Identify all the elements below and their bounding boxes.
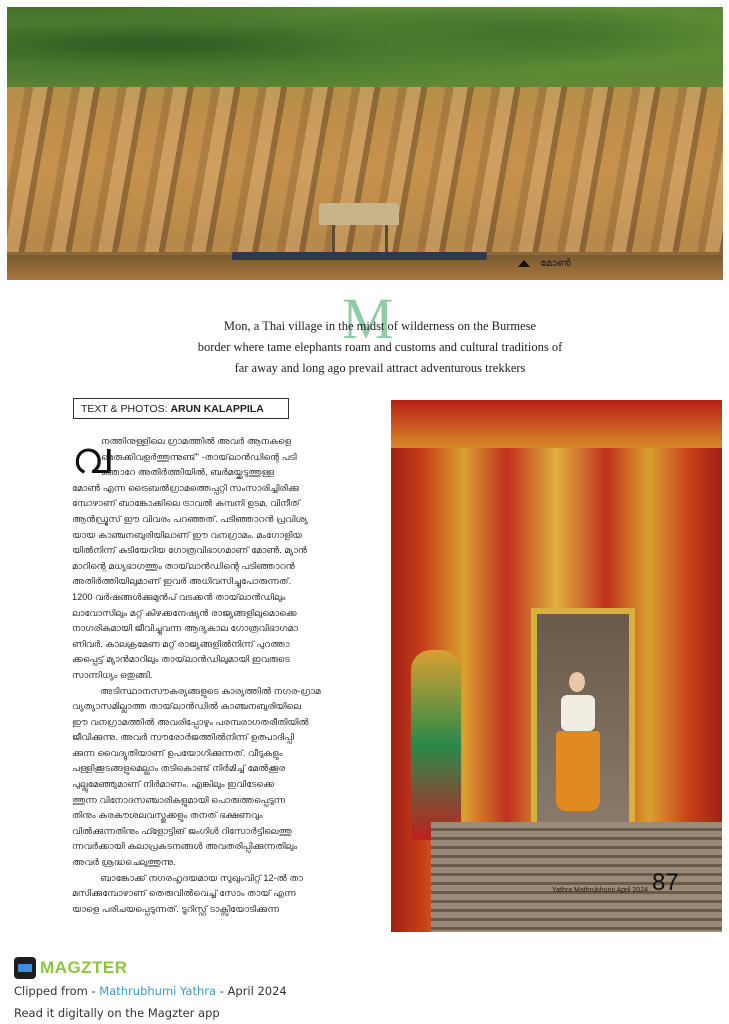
person-head xyxy=(569,672,585,692)
body-line: ലാവോസിലും മറ്റ് കിഴക്കനേഷ്യൻ രാജ്യങ്ങളിലുമൊക്കെ xyxy=(72,607,297,618)
body-line: യാളെ പരിചയപ്പെടുന്നത്. ടൂറിസ്റ്റ് ടാക്സിയോടിക്കുന്ന xyxy=(72,903,280,914)
folio xyxy=(552,869,679,896)
body-line: മാറിന്റെ മധ്യഭാഗത്തും തായ്‌ലാൻഡിന്റെ പടിഞ്ഞാറൻ xyxy=(72,560,295,571)
body-line: വിൽക്കുന്നതിനും ഫ്ളോട്ടിങ് ജംഗിൾ റിസോർട്ടിലെത്തു xyxy=(72,825,292,836)
body-line: ക്കപ്പെട്ട് മ്യാൻമാറിലും തായ്‌ലാൻഡിലുമായി ഇവരുടെ xyxy=(72,654,290,665)
magzter-brand: MAGZTER xyxy=(40,958,128,977)
body-line: വ്യത്യാസമില്ലാത്ത തായ്‌ലാൻഡിൽ കാഞ്ചനബുരിയിലെ xyxy=(72,701,301,712)
body-line: നത്തിനുള്ളിലെ ഗ്രാമത്തിൽ അവർ ആനകളെ xyxy=(101,436,292,446)
body-line: മസിക്കുമ്പോഴാണ് തെരുവിൽവെച്ച് സോം തായ് എന്ന xyxy=(72,888,296,899)
body-line: തിനും കരകൗശലവസ്തുക്കളും തനത് ഭക്ഷണവും xyxy=(72,810,263,821)
body-line: ഞ്ഞാറേ അതിർത്തിയിൽ, ബർമയ്ക്കടുത്തുള്ള xyxy=(101,467,275,478)
body-line: സാന്നിധ്യം ഒതുങ്ങി. xyxy=(72,669,153,680)
dek-line: border where tame elephants roam and customs and cultural traditions of xyxy=(197,340,563,354)
body-line: ക്കുന്ന വൈദ്യുതിയാണ് ഉപയോഗിക്കുന്നത്. വീടുകളും xyxy=(72,747,283,758)
body-line: മെരുക്കിവളർത്തുന്നുണ്ട്'' -തായ്‌ലാൻഡിന്റെ പടി xyxy=(101,451,297,462)
temple-photo xyxy=(391,400,722,932)
photo-caption xyxy=(518,258,571,269)
body-line: ബാങ്കോക്ക് നഗരഹൃദയമായ സുഖുംവിറ്റ് 12-ൽ താ xyxy=(100,872,303,883)
page-number: 87 xyxy=(651,869,679,896)
body-line: യിൽനിന്ന് കുടിയേറിയ ഗോത്രവിഭാഗമാണ് മോൺ. മ്യാൻ xyxy=(72,545,308,556)
magzter-logo-icon xyxy=(14,957,36,979)
boat-hut-posts xyxy=(332,225,388,252)
magzter-logo[interactable] xyxy=(14,957,128,979)
temple-roof xyxy=(391,400,722,448)
body-line: ആൻഡ്രൂസ് ഈ വിവരം പറഞ്ഞത്. പടിഞ്ഞാറൻ പ്രവിശ്യ xyxy=(72,513,308,524)
photo-caption-text: മോൺ xyxy=(540,258,571,269)
body-line: ണിവർ. കാലക്രമേണ മറ്റ് രാജ്യങ്ങളിൽനിന്ന് പുറത്താ xyxy=(72,638,290,649)
article-body xyxy=(72,434,370,917)
body-line: ത്തുന്ന വിനോദസഞ്ചാരികളുമായി പൊരുത്തപ്പെടുന്ന xyxy=(72,794,286,805)
publication-link[interactable]: Mathrubhumi Yathra xyxy=(99,984,217,998)
decorative-drop-letter: M xyxy=(342,286,394,351)
body-line: അവർ ശ്രദ്ധചെലുത്തുന്നു. xyxy=(72,857,176,868)
body-line: മോൺ എന്ന ട്രൈബൽഗ്രാമത്തെപ്പറ്റി സംസാരിച്ചിരിക്കു xyxy=(72,482,299,493)
read-digitally-line: Read it digitally on the Magzter app xyxy=(14,1006,220,1020)
body-line: ന്നവർക്കായി കലാപ്രകടനങ്ങൾ അവതരിപ്പിക്കുന്നതിലും xyxy=(72,841,298,852)
hero-photo-river-cliff xyxy=(7,7,723,280)
body-line: പള്ളിക്കൂടങ്ങളുമെല്ലാം തടികൊണ്ട് നിർമിച്ച് മേൽക്കൂര xyxy=(72,763,286,774)
dek-line: Mon, a Thai village in the midst of wilderness on the Burmese xyxy=(223,319,537,333)
boat-hut xyxy=(319,203,399,225)
body-drop-cap: വ xyxy=(72,434,111,483)
clipped-prefix: Clipped from - xyxy=(14,984,100,998)
byline xyxy=(73,398,289,419)
boat xyxy=(232,252,487,260)
byline-prefix: TEXT & PHOTOS: xyxy=(81,403,171,415)
dek-line: far away and long ago prevail attract adventurous trekkers xyxy=(234,361,526,375)
body-line: പുല്ലുമേഞ്ഞുമാണ് നിർമാണം. എങ്കിലും ഇവിടേക്കെ xyxy=(72,779,275,790)
naga-statue xyxy=(411,650,461,840)
person-top xyxy=(561,695,595,731)
person-pants xyxy=(556,731,600,811)
body-line: മ്പോഴാണ് ബാങ്കോക്കിലെ ട്രാവൽ കമ്പനി ഉടമ, വിനീത് xyxy=(72,498,300,509)
folio-magazine: Yathra Mathrubhumi April 2024 xyxy=(552,887,648,894)
issue-suffix: - April 2024 xyxy=(216,984,287,998)
magzter-footer xyxy=(0,940,729,1024)
body-line: അതിർത്തിയിലുമാണ് ഇവർ അധിവസിച്ചുപോരുന്നത്. xyxy=(72,576,292,587)
body-line: ജീവിക്കുന്നു. അവർ സൗരോർജത്തിൽനിന്ന് ഉത്പാദിപ്പി xyxy=(72,732,295,743)
body-line: അടിസ്ഥാനസൗകര്യങ്ങളുടെ കാര്യത്തിൽ നഗര-ഗ്രാമ xyxy=(100,685,321,696)
body-line: 1200 വർഷങ്ങൾക്കുമുൻപ് വടക്കൻ തായ്‌ലാൻഡിലും xyxy=(72,591,286,602)
body-line: ഈ വനഗ്രാമത്തിൽ അവരിപ്പോഴും പരമ്പരാഗതരീതിയിൽ xyxy=(72,716,309,727)
body-line: നാഗരികമായി ജീവിച്ചുവന്ന ആദ്യകാല ഗോത്രവിഭാഗമാ xyxy=(72,623,299,634)
clipped-from-line xyxy=(14,984,287,998)
byline-author: ARUN KALAPPILA xyxy=(170,403,264,415)
body-line: യായ കാഞ്ചനബുരിയിലാണ് ഈ വനഗ്രാമം. മംഗോളിയ xyxy=(72,529,302,540)
article-dek xyxy=(180,316,580,379)
triangle-up-icon xyxy=(518,260,530,267)
